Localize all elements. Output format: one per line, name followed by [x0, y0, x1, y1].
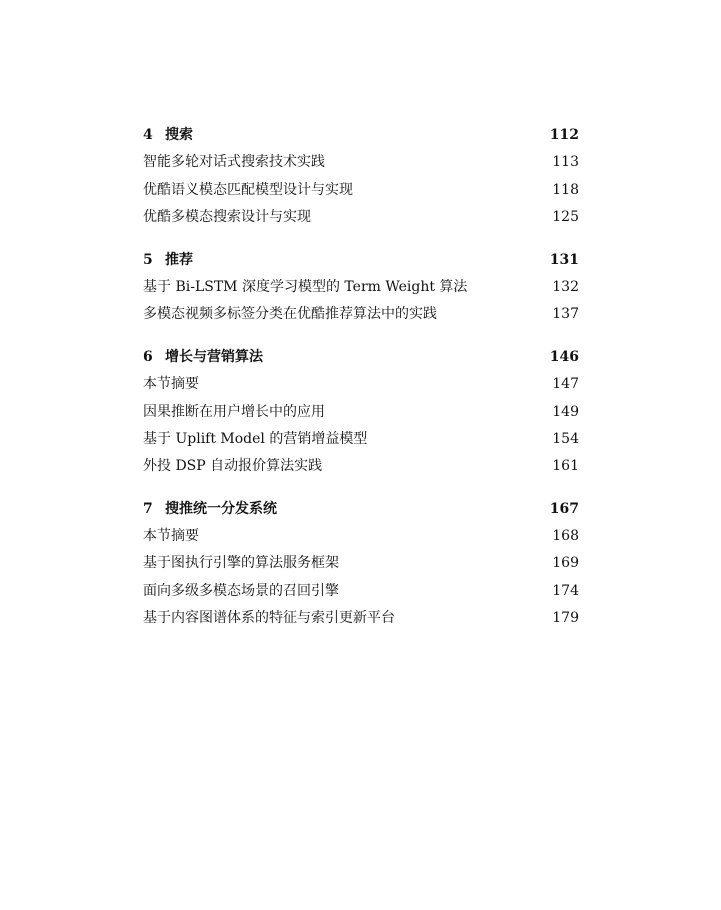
- entry-page: 161: [552, 458, 579, 475]
- toc-entry[interactable]: [143, 204, 579, 231]
- entry-title: 基于内容图谱体系的特征与索引更新平台: [143, 610, 395, 627]
- toc-entry[interactable]: [143, 578, 579, 605]
- chapter-title: 推荐: [165, 251, 193, 268]
- toc-entry[interactable]: [143, 149, 579, 176]
- entry-title: 本节摘要: [143, 528, 199, 545]
- chapter-label: [143, 344, 263, 371]
- chapter-number: 4: [143, 127, 153, 143]
- chapter-page: 146: [549, 348, 579, 365]
- entry-title: 多模态视频多标签分类在优酷推荐算法中的实践: [143, 306, 437, 323]
- entry-title: 优酷语义模态匹配模型设计与实现: [143, 181, 353, 198]
- toc-entry[interactable]: [143, 550, 579, 577]
- entry-title: 基于图执行引擎的算法服务框架: [143, 555, 339, 572]
- entry-page: 154: [552, 430, 579, 447]
- chapter-heading[interactable]: [143, 344, 579, 371]
- toc-entry[interactable]: [143, 177, 579, 204]
- chapter-page: 112: [549, 127, 579, 143]
- chapter-title: 增长与营销算法: [165, 348, 263, 365]
- entry-page: 137: [552, 306, 579, 323]
- entry-page: 169: [552, 555, 579, 572]
- chapter-label: [143, 122, 193, 149]
- entry-page: 118: [552, 181, 579, 198]
- entry-page: 179: [552, 610, 579, 627]
- toc-entry[interactable]: [143, 453, 579, 480]
- entry-title: 面向多级多模态场景的召回引擎: [143, 582, 339, 599]
- chapter-number: 7: [143, 500, 153, 517]
- chapter-6: [143, 344, 579, 481]
- table-of-contents: [143, 122, 579, 633]
- toc-entry[interactable]: [143, 523, 579, 550]
- toc-entry[interactable]: [143, 426, 579, 453]
- entry-title: 基于 Uplift Model 的营销增益模型: [143, 430, 368, 447]
- entry-title: 智能多轮对话式搜索技术实践: [143, 154, 325, 171]
- entry-page: 168: [552, 528, 579, 545]
- toc-entry[interactable]: [143, 605, 579, 632]
- chapter-page: 131: [549, 251, 579, 268]
- chapter-heading[interactable]: [143, 122, 579, 149]
- toc-entry[interactable]: [143, 399, 579, 426]
- chapter-number: 6: [143, 348, 153, 365]
- entry-title: 基于 Bi-LSTM 深度学习模型的 Term Weight 算法: [143, 278, 468, 295]
- entry-page: 147: [552, 376, 579, 393]
- chapter-5: [143, 247, 579, 329]
- entry-page: 113: [552, 154, 579, 171]
- chapter-4: [143, 122, 579, 232]
- chapter-number: 5: [143, 251, 153, 268]
- chapter-title: 搜推统一分发系统: [165, 500, 277, 517]
- entry-page: 149: [552, 403, 579, 420]
- chapter-label: [143, 247, 193, 274]
- chapter-title: 搜索: [165, 127, 193, 143]
- entry-page: 125: [552, 209, 579, 226]
- entry-title: 因果推断在用户增长中的应用: [143, 403, 325, 420]
- entry-title: 外投 DSP 自动报价算法实践: [143, 458, 323, 475]
- chapter-heading[interactable]: [143, 247, 579, 274]
- chapter-heading[interactable]: [143, 496, 579, 523]
- chapter-7: [143, 496, 579, 633]
- toc-entry[interactable]: [143, 301, 579, 328]
- entry-title: 本节摘要: [143, 376, 199, 393]
- chapter-page: 167: [549, 500, 579, 517]
- entry-page: 174: [552, 582, 579, 599]
- toc-entry[interactable]: [143, 371, 579, 398]
- entry-page: 132: [552, 278, 579, 295]
- toc-entry[interactable]: [143, 274, 579, 301]
- chapter-label: [143, 496, 277, 523]
- entry-title: 优酷多模态搜索设计与实现: [143, 209, 311, 226]
